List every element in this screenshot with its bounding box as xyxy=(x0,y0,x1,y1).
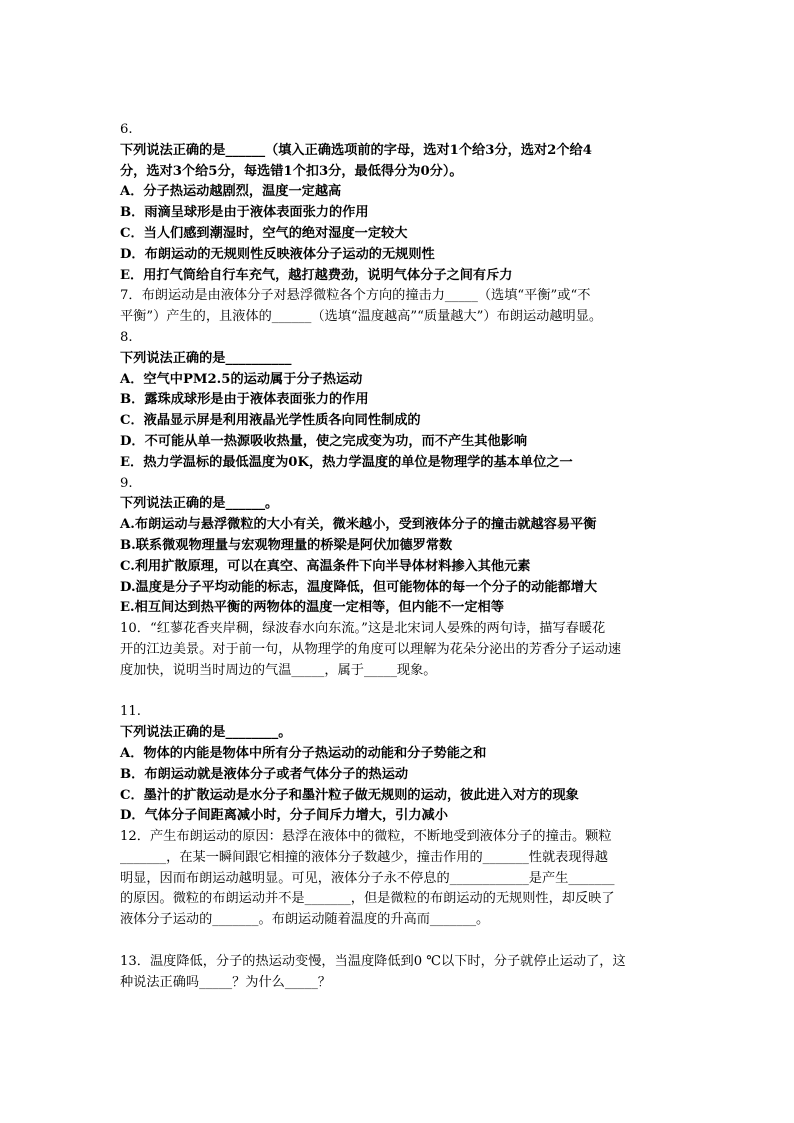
question-stem-line: 分，选对3个给5分，每选错1个扣3分，最低得分为0分）。 xyxy=(120,163,463,179)
option-e: E．用打气筒给自行车充气，越打越费劲，说明气体分子之间有斥力 xyxy=(120,267,513,283)
option-a: A．分子热运动越剧烈，温度一定越高 xyxy=(120,184,342,200)
option-c: C．墨汁的扩散运动是水分子和墨汁粒子做无规则的运动，彼此进入对方的现象 xyxy=(120,787,579,803)
option-a: A．空气中PM2.5的运动属于分子热运动 xyxy=(120,371,363,387)
option-d: D．布朗运动的无规则性反映液体分子运动的无规则性 xyxy=(120,246,435,262)
question-stem-line: 10．“红蓼花香夹岸稠，绿波春水向东流。”这是北宋词人晏殊的两句诗，描写春暖花 xyxy=(120,621,606,637)
option-e: E．热力学温标的最低温度为0K，热力学温度的单位是物理学的基本单位之一 xyxy=(120,454,573,470)
question-12 xyxy=(120,827,690,931)
question-stem-line: _______，在某一瞬间跟它相撞的液体分子数越少，撞击作用的_______性就表现得越 xyxy=(120,849,608,865)
question-stem-line: 下列说法正确的是________。 xyxy=(120,725,292,741)
question-stem-line: 下列说法正确的是______。 xyxy=(120,496,279,512)
question-number: 8. xyxy=(120,329,133,345)
option-a: A.布朗运动与悬浮微粒的大小有关，微米越小，受到液体分子的撞击就越容易平衡 xyxy=(120,517,597,533)
option-c: C．液晶显示屏是利用液晶光学性质各向同性制成的 xyxy=(120,413,421,429)
option-e: E.相互间达到热平衡的两物体的温度一定相等，但内能不一定相等 xyxy=(120,600,504,616)
spacer xyxy=(120,931,690,952)
question-stem-line: 13．温度降低，分子的热运动变慢，当温度降低到0 ℃以下时，分子就停止运动了，这 xyxy=(120,953,626,969)
option-c: C.利用扩散原理，可以在真空、高温条件下向半导体材料掺入其他元素 xyxy=(120,558,531,574)
question-number: 6. xyxy=(120,122,133,137)
spacer xyxy=(120,682,690,703)
question-8 xyxy=(120,328,690,474)
question-7 xyxy=(120,286,690,328)
question-stem-line: 的原因。微粒的布朗运动并不是_______，但是微粒的布朗运动的无规则性，却反映了 xyxy=(120,891,615,907)
question-stem-line: 明显，因而布朗运动越明显。可见，液体分子永不停息的____________是产生_______ xyxy=(120,870,615,886)
document-page xyxy=(120,120,690,993)
question-9 xyxy=(120,474,690,620)
option-d: D.温度是分子平均动能的标志，温度降低，但可能物体的每一个分子的动能都增大 xyxy=(120,579,598,595)
question-13 xyxy=(120,952,690,994)
option-b: B．雨滴呈球形是由于液体表面张力的作用 xyxy=(120,205,369,221)
option-b: B.联系微观物理量与宏观物理量的桥梁是阿伏加德罗常数 xyxy=(120,537,453,553)
question-stem-line: 液体分子运动的_______。布朗运动随着温度的升高而_______。 xyxy=(120,912,490,928)
question-6 xyxy=(120,120,690,286)
question-stem-line: 种说法正确吗_____？为什么_____？ xyxy=(120,974,331,990)
question-stem-line: 12．产生布朗运动的原因：悬浮在液体中的微粒，不断地受到液体分子的撞击。颗粒 xyxy=(120,829,612,845)
question-number: 11. xyxy=(120,704,141,720)
option-d: D．气体分子间距离减小时，分子间斥力增大，引力减小 xyxy=(120,808,448,824)
option-b: B．布朗运动就是液体分子或者气体分子的热运动 xyxy=(120,766,409,782)
option-c: C．当人们感到潮湿时，空气的绝对湿度一定较大 xyxy=(120,225,408,241)
question-stem-line: 下列说法正确的是______（填入正确选项前的字母，选对1个给3分，选对2个给4 xyxy=(120,142,592,158)
question-11 xyxy=(120,702,690,827)
question-10 xyxy=(120,619,690,681)
question-stem-line: 7．布朗运动是由液体分子对悬浮微粒各个方向的撞击力_____（选填“平衡”或“不 xyxy=(120,288,591,304)
question-stem-line: 开的江边美景。对于前一句，从物理学的角度可以理解为花朵分泌出的芳香分子运动速 xyxy=(120,641,622,657)
question-stem-line: 平衡”）产生的，且液体的______（选填“温度越高”“质量越大”）布朗运动越明显。 xyxy=(120,309,603,325)
option-d: D．不可能从单一热源吸收热量，使之完成变为功，而不产生其他影响 xyxy=(120,433,528,449)
option-a: A．物体的内能是物体中所有分子热运动的动能和分子势能之和 xyxy=(120,745,487,761)
question-stem-line: 下列说法正确的是__________ xyxy=(120,350,292,366)
question-number: 9. xyxy=(120,475,133,491)
question-stem-line: 度加快，说明当时周边的气温_____，属于_____现象。 xyxy=(120,662,437,678)
option-b: B．露珠成球形是由于液体表面张力的作用 xyxy=(120,392,369,408)
